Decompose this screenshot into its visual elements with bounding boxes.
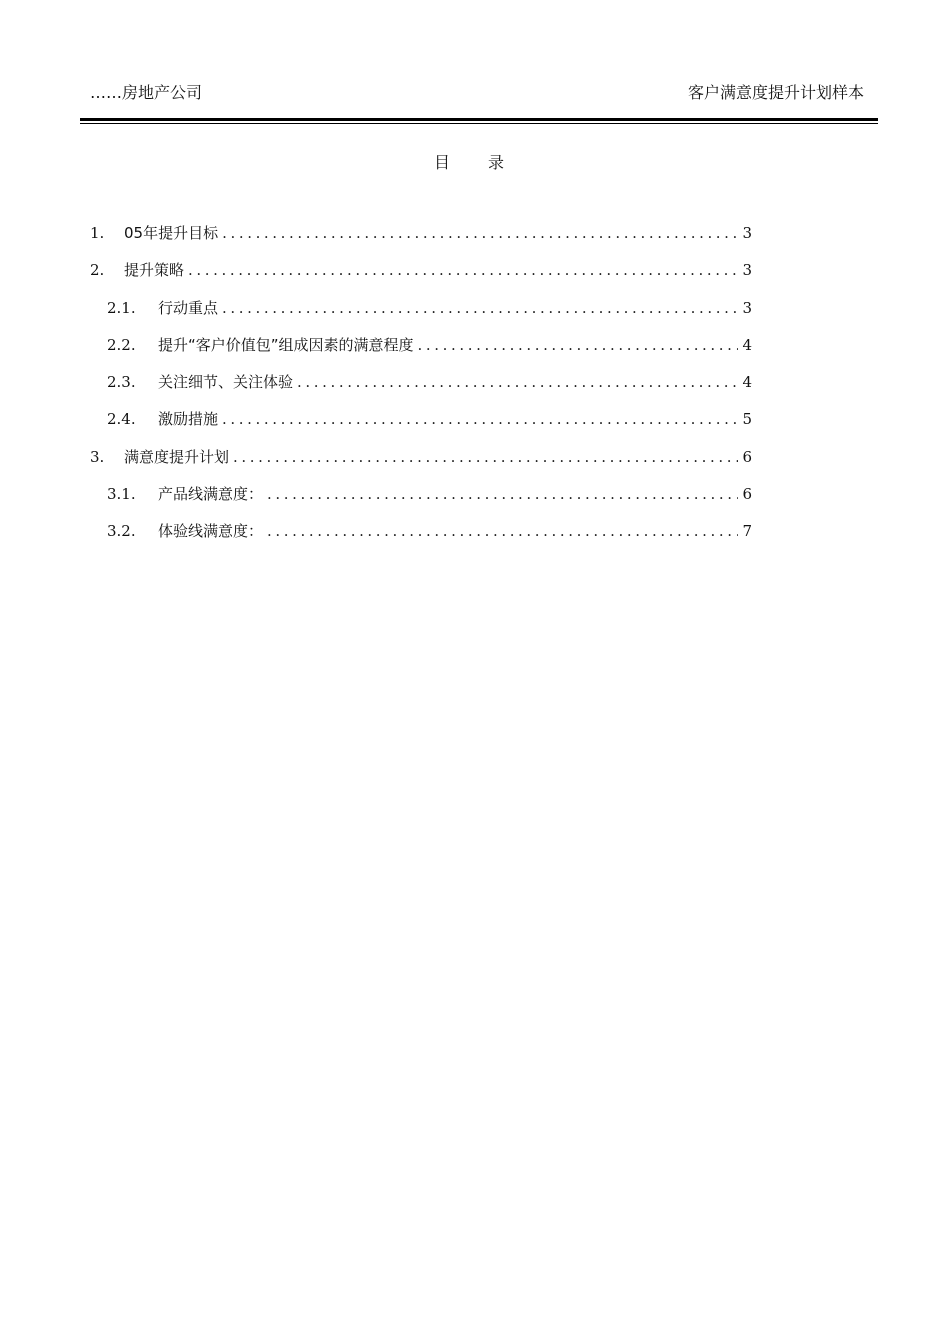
toc-entry[interactable] — [90, 259, 752, 296]
header-company: ……房地产公司 — [90, 83, 203, 102]
toc-entry-page: 6 — [742, 447, 752, 466]
toc-entry-page: 3 — [742, 224, 752, 242]
toc-entry-number: 2. — [90, 261, 105, 280]
toc-entry-page: 4 — [742, 335, 752, 354]
toc-entry-text: 提升策略 — [124, 261, 185, 280]
toc-entry-text: 产品线满意度： — [158, 485, 264, 504]
toc-entry-number: 2.1. — [107, 298, 136, 317]
toc-entry-text: 行动重点 — [158, 298, 219, 317]
toc-entry-number: 3.1. — [107, 485, 136, 504]
toc-entry[interactable] — [90, 483, 752, 520]
toc-dot-leader — [222, 224, 738, 242]
toc-entry-page: 3 — [742, 298, 752, 317]
toc-title: 目录 — [433, 153, 542, 172]
table-of-contents — [90, 222, 752, 558]
toc-entry[interactable] — [90, 371, 752, 408]
toc-dot-leader — [418, 336, 738, 354]
toc-dot-leader — [222, 410, 738, 428]
toc-entry-text: 满意度提升计划 — [124, 447, 230, 466]
toc-entry-page: 3 — [742, 261, 752, 280]
toc-entry-text: 激励措施 — [158, 410, 219, 429]
header-doc-title: 客户满意度提升计划样本 — [687, 83, 864, 102]
toc-entry-page: 5 — [742, 410, 752, 429]
toc-entry[interactable] — [90, 446, 752, 483]
toc-dot-leader — [267, 485, 738, 503]
toc-dot-leader — [297, 373, 738, 391]
toc-entry[interactable] — [90, 408, 752, 445]
toc-entry-page: 6 — [742, 485, 752, 504]
toc-entry-text: 体验线满意度： — [158, 522, 264, 541]
toc-entry-number: 3. — [90, 447, 105, 466]
toc-entry-number: 2.2. — [107, 335, 136, 354]
toc-entry[interactable] — [90, 222, 752, 259]
toc-dot-leader — [188, 261, 738, 279]
toc-entry[interactable] — [90, 297, 752, 334]
page-header — [80, 80, 878, 110]
header-rule-thick — [80, 118, 878, 121]
toc-entry-text: 05年提升目标 — [124, 224, 219, 242]
toc-entry-text: 提升“客户价值包”组成因素的满意程度 — [158, 335, 414, 354]
toc-entry-number: 2.4. — [107, 410, 136, 429]
toc-entry-text: 关注细节、关注体验 — [158, 373, 294, 392]
toc-dot-leader — [267, 522, 738, 540]
toc-entry-page: 4 — [742, 373, 752, 392]
toc-entry[interactable] — [90, 334, 752, 371]
header-rule-thin — [80, 123, 878, 124]
toc-entry-page: 7 — [742, 522, 752, 541]
toc-entry[interactable] — [90, 520, 752, 557]
toc-entry-number: 2.3. — [107, 373, 136, 392]
toc-entry-number: 3.2. — [107, 522, 136, 541]
toc-dot-leader — [233, 448, 738, 466]
toc-entry-number: 1. — [90, 224, 105, 242]
toc-dot-leader — [222, 299, 738, 317]
